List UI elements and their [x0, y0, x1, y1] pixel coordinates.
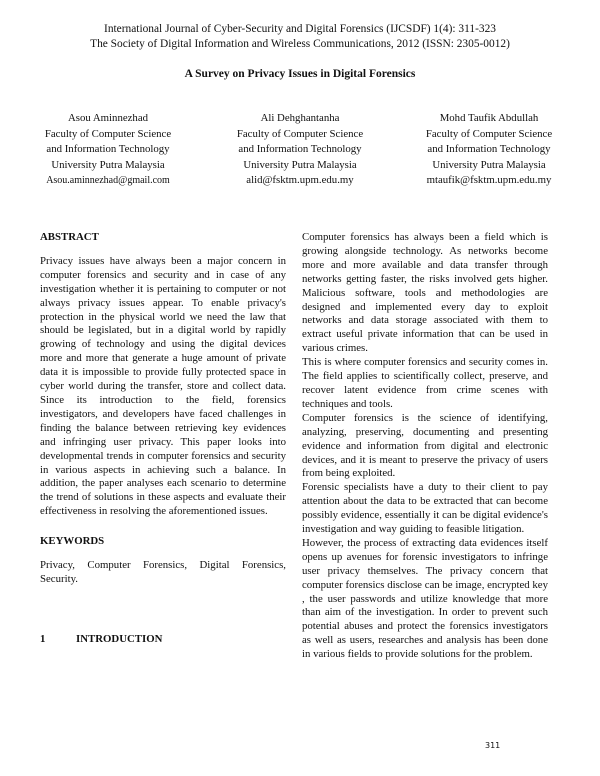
author-email[interactable]: alid@fsktm.upm.edu.my: [246, 174, 354, 186]
author-department: Faculty of Computer Science: [44, 127, 172, 140]
author-block-1: [18, 111, 198, 189]
author-name: Asou Aminnezhad: [67, 112, 149, 124]
section-heading-introduction: [40, 633, 286, 647]
paragraph: Forensic specialists have a duty to their client to pay attention about the data to be extracted that can become possibly evidence, essentially it can be digital evidence's investigation and way guiding to feasible litigation.: [302, 481, 548, 536]
author-block-2: [205, 111, 395, 189]
author-email[interactable]: mtaufik@fsktm.upm.edu.my: [426, 174, 552, 186]
author-university: University Putra Malaysia: [51, 158, 165, 171]
author-email[interactable]: Asou.aminnezhad@gmail.com: [46, 175, 170, 186]
right-column: [302, 231, 548, 662]
author-university: University Putra Malaysia: [432, 158, 546, 171]
author-name: Mohd Taufik Abdullah: [439, 112, 539, 124]
paragraph: Computer forensics is the science of identifying, analyzing, preserving, documenting and presenting evidence and information from digital and electronic devices, and it is meant to preserve the privacy of users from being exploited.: [302, 411, 548, 480]
author-department: and Information Technology: [238, 143, 362, 155]
journal-header-line2: The Society of Digital Information and Wireless Communications, 2012 (ISSN: 2305-0012): [90, 38, 510, 50]
author-department: and Information Technology: [46, 143, 170, 155]
left-column: [40, 231, 286, 647]
keywords-text: Privacy, Computer Forensics, Digital Forensics, Security.: [40, 559, 286, 585]
journal-header-line1: International Journal of Cyber-Security and Digital Forensics (IJCSDF) 1(4): 311-323: [104, 23, 496, 35]
author-university: University Putra Malaysia: [243, 158, 357, 171]
paragraph: However, the process of extracting data evidences itself opens up avenues for forensic investigators to infringe user privacy themselves. The privacy concern that computer forensics disclose can be image, encrypted key , the user passwords and utilize knowledge that more than aim of the investigation. In order to prevent such potential abuses and protect the forensics investigators as well as users, researches and analysis has been done in various fields to provide solutions for the problem.: [302, 536, 548, 661]
page-number: 311: [485, 741, 501, 750]
abstract-heading: ABSTRACT: [40, 231, 99, 243]
paper-title: A Survey on Privacy Issues in Digital Forensics: [184, 68, 416, 80]
author-department: and Information Technology: [427, 143, 551, 155]
abstract-text: Privacy issues have always been a major concern in computer forensics and security and in case of any investigation whether it is pertaining to computer or not always privacy issues appear. To enable privacy's protection in the physical world we need the law that should be legislated, but in a digital world by rapidly growing of technology and using the digital devices more and more that generate a huge amount of private data it is impossible to provide fully protected space in cyber world during the transfer, store and collect data. Since its introduction to the field, forensics investigators, and developers have faced challenges in finding the balance between retrieving key evidences and infringing user privacy. This paper looks into developmental trends in computer forensics and security in various aspects in achieving such a balance. In addition, the paper analyses each scenario to determine the trend of solutions in these aspects and evaluate their effectiveness in resolving the aforementioned issues.: [40, 254, 286, 518]
paragraph: This is where computer forensics and security comes in. The field applies to scientifically collect, preserve, and recover latent evidence from crime scenes with techniques and tools.: [302, 356, 548, 410]
author-department: Faculty of Computer Science: [425, 127, 553, 140]
section-title: INTRODUCTION: [76, 632, 163, 645]
author-department: Faculty of Computer Science: [236, 127, 364, 140]
author-name: Ali Dehghantanha: [260, 112, 340, 124]
keywords-heading: KEYWORDS: [40, 535, 105, 548]
author-block-3: [396, 111, 582, 189]
paragraph: Computer forensics has always been a field which is growing alongside technology. As networks become more and more available and data transfer through networks getting faster, the risks involved gets higher. Malicious software, tools and methodologies are designed and implemented every day to exploit networks and data storage associated with them to extract useful private information that can be used in various crimes.: [302, 231, 548, 355]
section-number: 1: [40, 632, 46, 645]
